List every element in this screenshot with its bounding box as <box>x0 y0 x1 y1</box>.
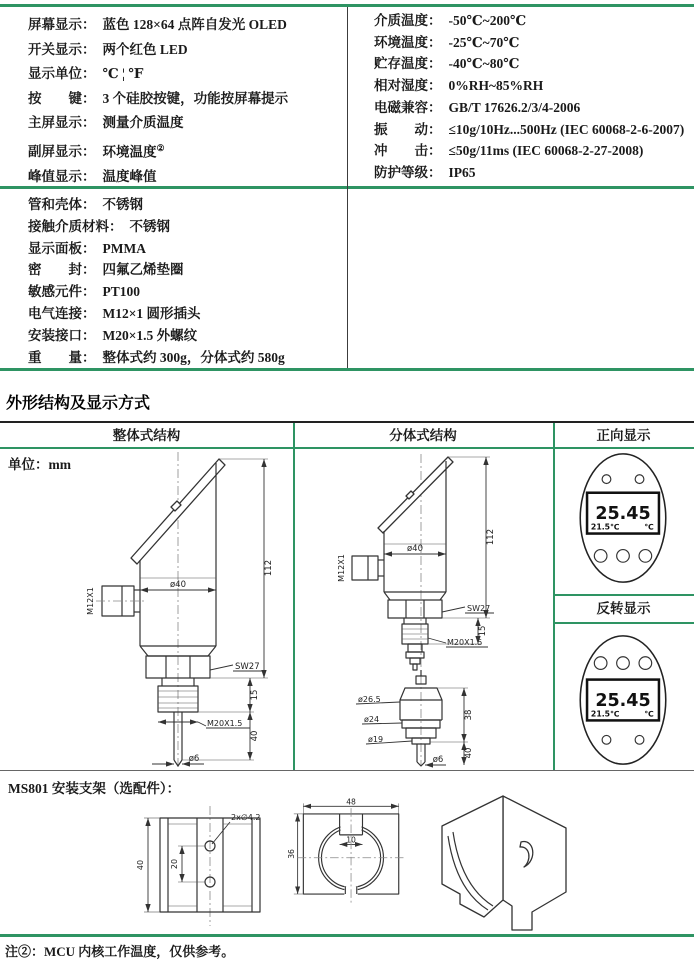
spec-row <box>28 238 285 260</box>
unit-reading: ℃ <box>644 522 654 532</box>
button-hole <box>617 657 630 670</box>
spec-label: 主屏显示： <box>28 115 96 131</box>
dim-label-m12: M12X1 <box>86 587 95 615</box>
spec-label: 电磁兼容： <box>374 99 442 115</box>
spec-label: 敏感元件： <box>28 284 96 300</box>
dim-label-40: 40 <box>136 859 145 871</box>
button-hole <box>594 550 607 563</box>
button-hole <box>617 550 630 563</box>
spec-row <box>28 303 285 325</box>
spec-label: 电气连接： <box>28 305 96 321</box>
spec-value: 0%RH~85%RH <box>448 78 544 94</box>
dim-label-dia6: ø6 <box>432 755 444 765</box>
bracket-left-face <box>442 796 503 917</box>
dim-label-36: 36 <box>286 849 296 859</box>
section-title: 外形结构及显示方式 <box>6 395 151 412</box>
spec-label: 按 键： <box>28 90 96 106</box>
column-header-split: 分体式结构 <box>389 428 457 443</box>
display-slab <box>378 457 453 533</box>
spec-row <box>28 347 285 369</box>
spec-row <box>28 194 285 216</box>
spec-value: 温度峰值 <box>102 169 157 185</box>
button-hole <box>594 657 607 670</box>
spec-block-materials <box>28 194 285 368</box>
spec-label: 显示面板： <box>28 240 96 256</box>
dim-label-48: 48 <box>346 797 356 807</box>
spec-value: M12×1 圆形插头 <box>102 305 201 321</box>
spec-label: 防护等级： <box>374 164 442 180</box>
dim-label-sw27: SW27 <box>467 604 491 613</box>
spec-row <box>374 162 684 184</box>
dim-label-m20: M20X1.5 <box>447 638 483 647</box>
spec-row <box>28 216 285 238</box>
column-header-reverse: 反转显示 <box>596 601 651 616</box>
dim-label-15: 15 <box>478 625 488 637</box>
spec-row <box>374 97 684 119</box>
spec-value: 3 个硅胶按键，功能按屏幕提示 <box>102 90 289 106</box>
sub-reading: 21.5℃ <box>590 522 620 532</box>
dim-label-dia40: ø40 <box>169 580 187 590</box>
spec-row <box>28 38 288 63</box>
spec-value: -40℃~80℃ <box>448 56 520 72</box>
footnote-mark: ② <box>156 142 165 153</box>
hex-nut <box>388 600 442 618</box>
spec-row <box>28 111 288 136</box>
dim-label-dia19: ø19 <box>368 735 384 744</box>
main-reading: 25.45 <box>595 503 651 524</box>
spec-label: 贮存温度： <box>374 56 442 72</box>
spec-row <box>374 119 684 141</box>
dim-label-m20: M20X1.5 <box>207 719 243 728</box>
spec-label: 屏幕显示： <box>28 17 96 32</box>
spec-value: PT100 <box>102 284 141 300</box>
spec-row <box>28 87 288 112</box>
spec-value: 两个红色 LED <box>102 41 188 57</box>
spec-label: 管和壳体： <box>28 197 96 212</box>
forward-display-drawing <box>574 449 672 587</box>
led-hole <box>602 735 611 744</box>
spec-value: 测量介质温度 <box>102 115 184 131</box>
spec-label: 振 动： <box>374 121 442 137</box>
spec-value: ≤10g/10Hz...500Hz (IEC 60068-2-6-2007) <box>448 121 685 137</box>
spec-label: 显示单位： <box>28 66 96 82</box>
spec-value: IP65 <box>448 164 476 180</box>
spec-label: 安装接口： <box>28 327 96 343</box>
footnote: 注②：MCU 内核工作温度，仅供参考。 <box>5 944 235 959</box>
dim-label-10: 10 <box>346 835 356 845</box>
dim-label-sw27: SW27 <box>235 662 260 672</box>
spec-label: 接触介质材料： <box>28 218 123 234</box>
spec-value: M20×1.5 外螺纹 <box>102 327 198 343</box>
unit-label: 单位：mm <box>8 457 71 472</box>
split-structure-drawing <box>318 452 533 768</box>
spec-value: ℃ ¦ ℉ <box>102 66 144 82</box>
spec-label: 重 量： <box>28 349 96 365</box>
spec-label: 环境温度： <box>374 34 442 50</box>
dim-label-holes: 2x∅4.2 <box>231 813 261 822</box>
table-divider-1 <box>293 423 295 770</box>
spec-value: 不锈钢 <box>102 197 143 212</box>
led-hole <box>635 735 644 744</box>
spec-value: 整体式约 300g，分体式约 580g <box>102 349 285 365</box>
spec-block-display <box>28 13 288 190</box>
spec-row <box>28 62 288 87</box>
table-bottom-border <box>0 770 694 771</box>
spec-row <box>28 165 288 190</box>
dim-label-dia40: ø40 <box>406 544 424 554</box>
button-hole <box>639 657 652 670</box>
dim-label-40: 40 <box>464 747 474 759</box>
dim-label-112: 112 <box>264 559 274 577</box>
dim-label-40: 40 <box>250 730 260 742</box>
reverse-display-drawing <box>574 631 672 769</box>
bracket-right-face <box>503 796 566 930</box>
spec-value: ≤50g/11ms (IEC 60068-2-27-2008) <box>448 143 644 159</box>
spec-value: 蓝色 128×64 点阵自发光 OLED <box>102 17 287 32</box>
integral-structure-drawing <box>78 450 288 770</box>
spec-row <box>374 32 684 54</box>
column-header-integral: 整体式结构 <box>112 428 181 443</box>
table-top-border <box>0 421 694 423</box>
dim-label-112: 112 <box>486 528 496 546</box>
dim-label-15: 15 <box>250 689 260 701</box>
spec-row <box>28 325 285 347</box>
spec-block-environment <box>374 10 684 184</box>
spec-value: -50℃~200℃ <box>448 13 527 28</box>
rule-mid2 <box>0 368 694 371</box>
spec-label: 冲 击： <box>374 143 442 159</box>
spec-value: 环境温度 <box>102 144 157 160</box>
spec-row <box>28 13 288 38</box>
column-header-forward: 正向显示 <box>596 428 651 443</box>
spec-row <box>374 10 684 32</box>
dim-label-dia24: ø24 <box>364 715 380 724</box>
spec-value: -25℃~70℃ <box>448 34 520 50</box>
main-reading: 25.45 <box>595 690 651 711</box>
spec-row <box>28 281 285 303</box>
unit-reading: ℃ <box>644 709 654 719</box>
spec-row <box>28 136 288 165</box>
bracket-front-view <box>135 806 285 926</box>
spec-label: 相对湿度： <box>374 78 442 94</box>
dim-label-m12: M12X1 <box>337 554 346 582</box>
spec-row <box>374 140 684 162</box>
reverse-header-rule-top <box>554 594 694 596</box>
spec-label: 开关显示： <box>28 41 96 57</box>
bracket-side-view <box>286 794 414 912</box>
spec-label: 密 封： <box>28 262 96 278</box>
spec-label: 副屏显示： <box>28 144 96 160</box>
button-hole <box>639 550 652 563</box>
cable-plug <box>413 664 417 670</box>
spec-value: PMMA <box>102 240 146 256</box>
led-hole <box>602 475 611 484</box>
spec-row <box>28 259 285 281</box>
led-hole <box>635 475 644 484</box>
dim-label-38: 38 <box>464 709 474 721</box>
reverse-header-rule-bottom <box>554 622 694 624</box>
spec-column-divider <box>347 7 348 368</box>
rule-bottom <box>0 934 694 937</box>
dim-label-dia6: ø6 <box>188 754 200 764</box>
sub-reading: 21.5℃ <box>590 709 620 719</box>
bracket-title: MS801 安装支架（选配件）： <box>8 781 181 796</box>
dim-label-dia265: ø26.5 <box>358 695 381 704</box>
spec-label: 介质温度： <box>374 13 442 28</box>
spec-value: 不锈钢 <box>129 218 170 234</box>
spec-label: 峰值显示： <box>28 169 96 185</box>
dim-label-20: 20 <box>170 858 179 870</box>
bracket-isometric-view <box>428 790 578 935</box>
m12-connector <box>352 556 378 580</box>
spec-row <box>374 53 684 75</box>
spec-row <box>374 75 684 97</box>
spec-value: GB/T 17626.2/3/4-2006 <box>448 99 581 115</box>
spec-value: 四氟乙烯垫圈 <box>102 262 184 278</box>
